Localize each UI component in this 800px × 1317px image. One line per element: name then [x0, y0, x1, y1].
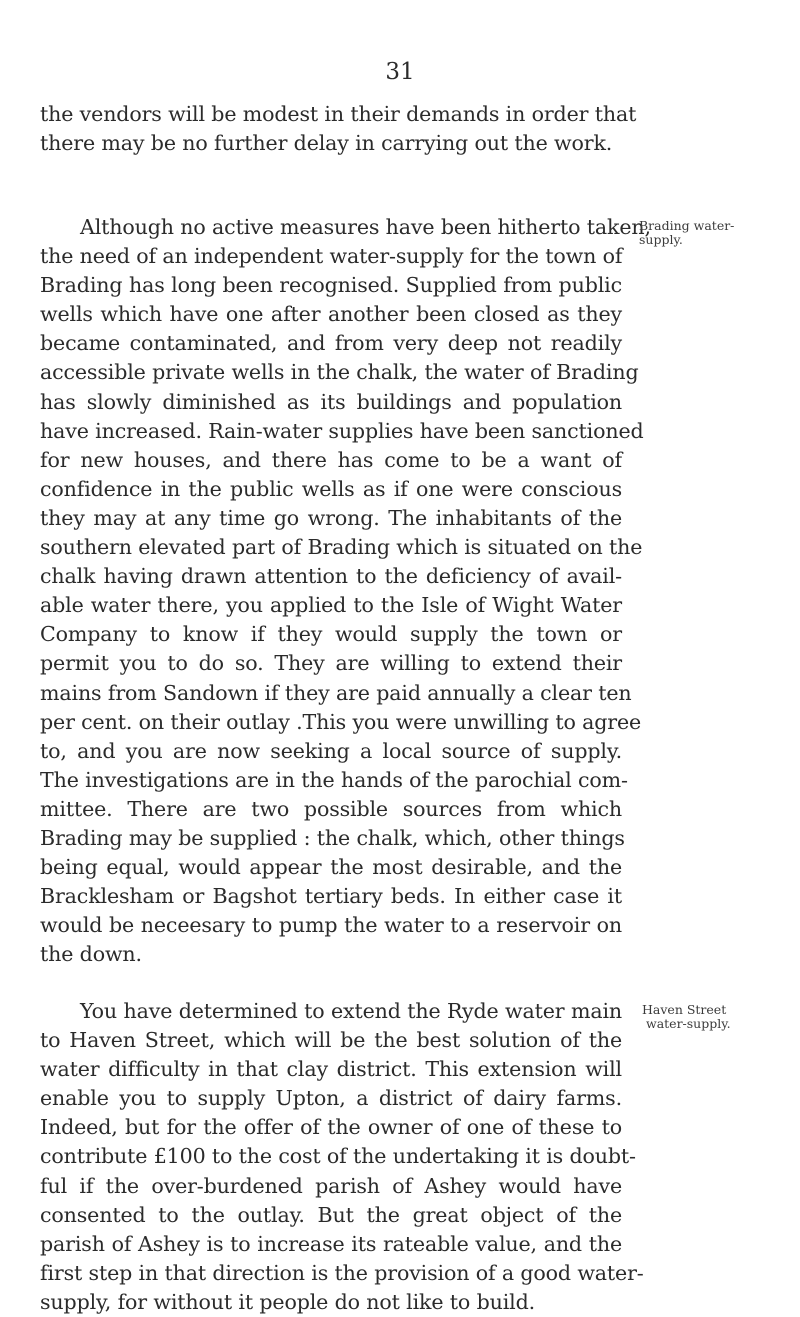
- text-line: the vendors will be modest in their demands in order that: [40, 102, 637, 126]
- text-line: has slowly diminished as its buildings and population: [40, 389, 622, 414]
- sidenote-line: Haven Street: [642, 1002, 727, 1017]
- text-line: the down.: [40, 942, 142, 967]
- text-line: ful if the over-burdened parish of Ashey would have: [40, 1173, 622, 1198]
- paragraph-haven-street: [40, 997, 644, 1317]
- text-line: per cent. on their outlay .This you were unwilling to agree: [40, 709, 642, 734]
- text-line: Although no active measures have been hitherto taken,: [80, 215, 651, 239]
- text-line: Brading has long been recognised. Supplied from public: [40, 273, 622, 298]
- text-line: Brading may be supplied : the chalk, which, other things: [40, 825, 625, 850]
- text-line: contribute £100 to the cost of the undertaking it is doubt-: [40, 1144, 636, 1169]
- page-number: 31: [385, 59, 415, 85]
- text-line: for new houses, and there has come to be a want of: [40, 447, 622, 472]
- text-line: to, and you are now seeking a local source of supply.: [40, 738, 622, 763]
- sidenote-haven-street-water-supply: [642, 1003, 800, 1031]
- text-line: southern elevated part of Brading which is situated on the: [40, 535, 643, 560]
- text-line: the need of an independent water-supply for the town of: [40, 244, 623, 269]
- text-line: would be neceesary to pump the water to a reservoir on: [40, 913, 622, 938]
- sidenote-line: Brading water-: [639, 218, 735, 233]
- text-line: parish of Ashey is to increase its rateable value, and the: [40, 1231, 622, 1256]
- text-line: Company to know if they would supply the town or: [40, 622, 622, 647]
- text-line: mains from Sandown if they are paid annually a clear ten: [40, 680, 632, 705]
- text-line: able water there, you applied to the Isle of Wight Water: [40, 593, 622, 618]
- text-line: mittee. There are two possible sources from which: [40, 796, 622, 821]
- text-line: consented to the outlay. But the great object of the: [40, 1202, 622, 1227]
- text-line: wells which have one after another been closed as they: [40, 302, 622, 327]
- sidenote-line: supply.: [639, 232, 683, 247]
- text-line: Bracklesham or Bagshot tertiary beds. In either case it: [40, 884, 622, 909]
- text-line: chalk having drawn attention to the deficiency of avail-: [40, 564, 622, 589]
- text-line: first step in that direction is the provision of a good water-: [40, 1260, 644, 1285]
- paragraph-vendors: [40, 100, 637, 158]
- text-line: enable you to supply Upton, a district of dairy farms.: [40, 1086, 622, 1111]
- text-line: supply, for without it people do not like to build.: [40, 1289, 536, 1314]
- text-line: Indeed, but for the offer of the owner of one of these to: [40, 1115, 622, 1140]
- text-line: accessible private wells in the chalk, the water of Brading: [40, 360, 639, 385]
- sidenote-line: water-supply.: [646, 1016, 731, 1031]
- text-line: You have determined to extend the Ryde water main: [80, 999, 622, 1023]
- text-line: confidence in the public wells as if one were conscious: [40, 476, 622, 501]
- sidenote-brading-water-supply: [639, 219, 799, 247]
- text-line: being equal, would appear the most desirable, and the: [40, 855, 622, 880]
- text-line: became contaminated, and from very deep not readily: [40, 331, 622, 356]
- text-line: The investigations are in the hands of the parochial com-: [40, 767, 628, 792]
- text-line: have increased. Rain-water supplies have been sanctioned: [40, 418, 644, 443]
- text-line: they may at any time go wrong. The inhabitants of the: [40, 505, 622, 530]
- text-line: to Haven Street, which will be the best solution of the: [40, 1028, 622, 1053]
- text-line: there may be no further delay in carrying out the work.: [40, 131, 613, 156]
- text-line: permit you to do so. They are willing to extend their: [40, 651, 622, 676]
- paragraph-brading-water-supply: [40, 213, 651, 969]
- text-line: water difficulty in that clay district. This extension will: [40, 1057, 622, 1082]
